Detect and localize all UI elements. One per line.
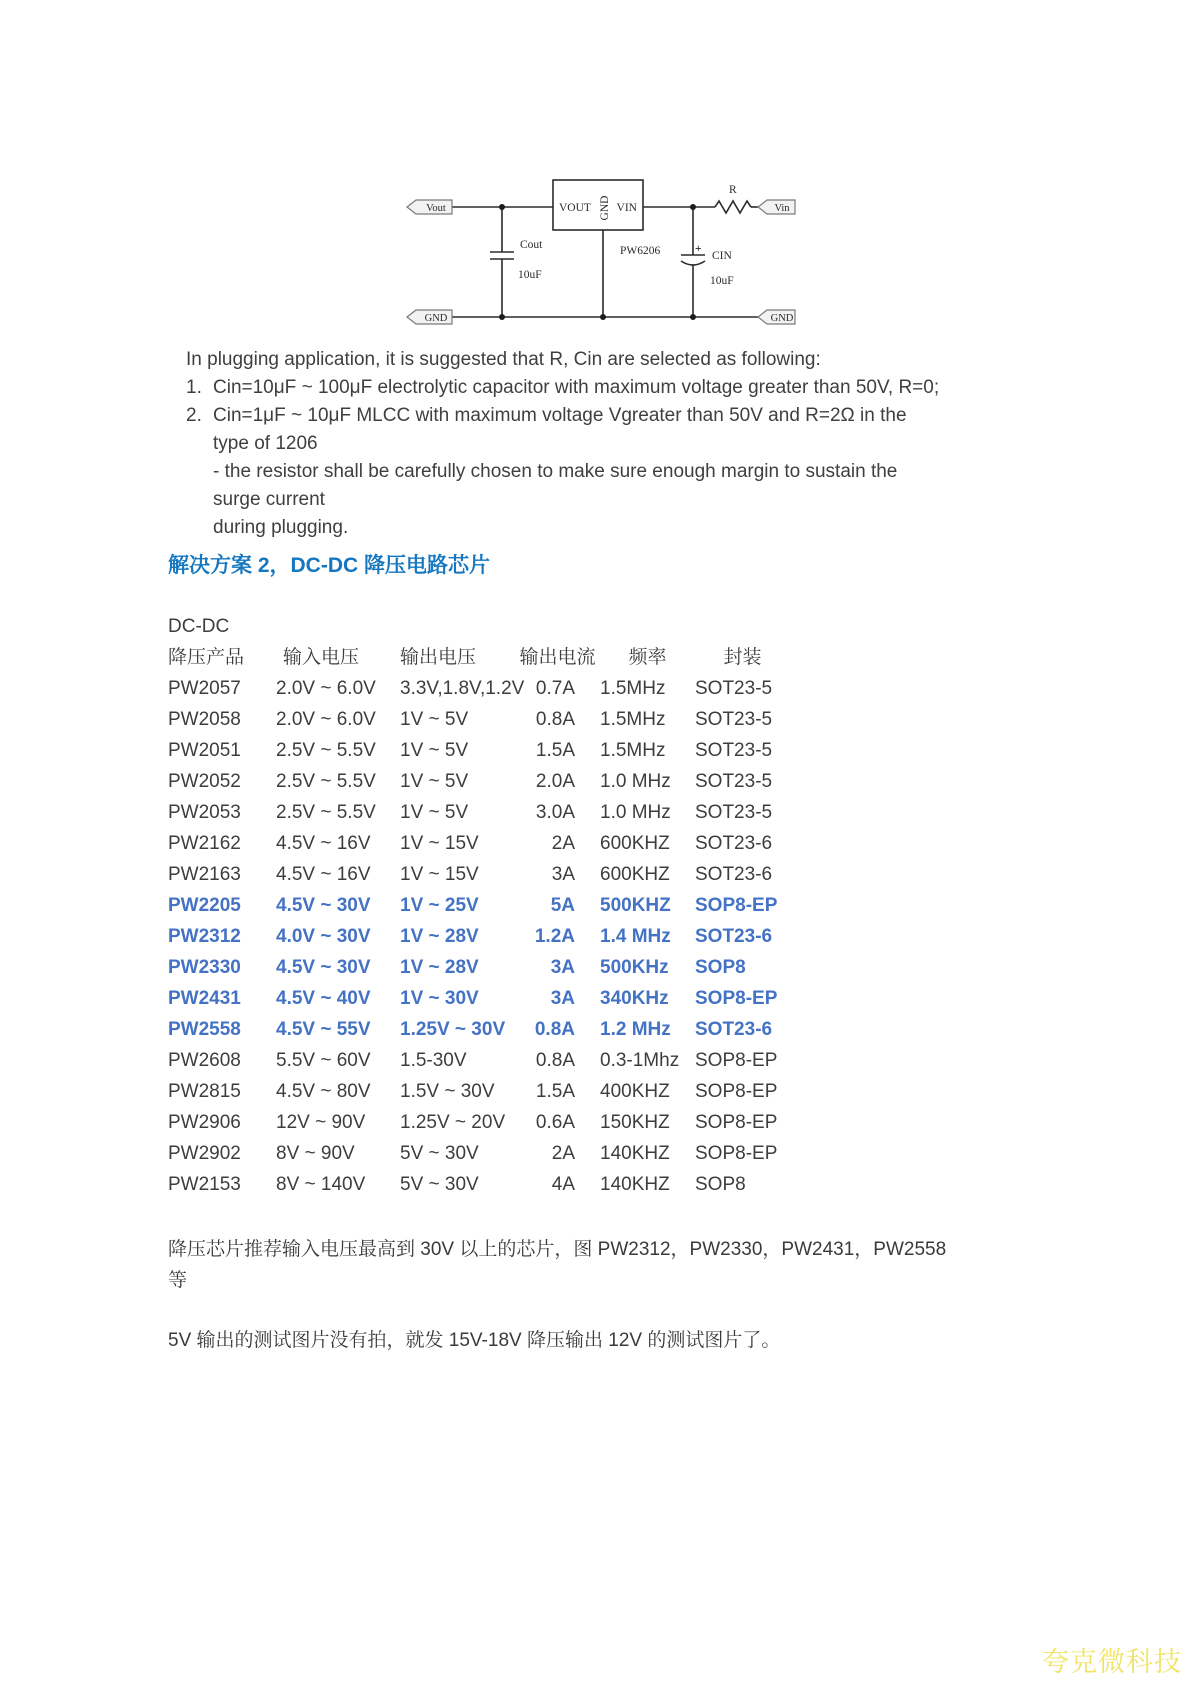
cell-frequency: 1.5MHz	[600, 740, 666, 761]
cell-output-voltage: 1V ~ 30V	[400, 988, 479, 1009]
cell-package: SOT23-6	[695, 833, 773, 854]
gnd-left-port-label: GND	[424, 313, 448, 324]
cell-input-voltage: 2.5V ~ 5.5V	[276, 802, 376, 823]
cell-input-voltage: 8V ~ 140V	[276, 1174, 366, 1195]
cout-value-label: 10uF	[518, 269, 542, 281]
cell-output-current: 2A	[551, 1143, 575, 1164]
cin-polarity-plus: +	[695, 243, 702, 255]
table-row	[168, 890, 868, 921]
table-row	[168, 1076, 868, 1107]
cell-output-voltage: 1V ~ 28V	[400, 926, 479, 947]
cell-frequency: 1.5MHz	[600, 709, 666, 730]
cell-output-voltage: 1V ~ 25V	[400, 895, 479, 916]
cell-frequency: 600KHZ	[600, 864, 670, 885]
table-row	[168, 704, 868, 735]
table-row	[168, 766, 868, 797]
table-row	[168, 1138, 868, 1169]
cell-input-voltage: 4.5V ~ 30V	[276, 895, 371, 916]
cin-name-label: CIN	[712, 250, 732, 262]
cell-frequency: 1.0 MHz	[600, 802, 671, 823]
resistor-label: R	[729, 184, 737, 196]
column-header-package: 封装	[723, 647, 762, 668]
recommendation-line-1: 降压芯片推荐输入电压最高到 30V 以上的芯片，图 PW2312，PW2330，PW2431，PW2558	[168, 1239, 947, 1260]
cell-frequency: 1.0 MHz	[600, 771, 671, 792]
table-row	[168, 1169, 868, 1200]
cell-product: PW2052	[168, 771, 241, 792]
cell-product: PW2902	[168, 1143, 241, 1164]
notes-intro: In plugging application, it is suggested that R, Cin are selected as following:	[186, 349, 821, 370]
recommendation-line-2: 等	[168, 1270, 188, 1291]
cell-package: SOP8-EP	[695, 1112, 778, 1133]
cell-input-voltage: 4.5V ~ 80V	[276, 1081, 371, 1102]
cell-input-voltage: 4.5V ~ 30V	[276, 957, 371, 978]
cell-output-current: 4A	[551, 1174, 575, 1195]
test-photo-paragraph: 5V 输出的测试图片没有拍，就发 15V-18V 降压输出 12V 的测试图片了。	[168, 1330, 781, 1351]
column-header-output-voltage: 输出电压	[400, 647, 477, 668]
cell-output-voltage: 1V ~ 5V	[400, 802, 469, 823]
cell-output-voltage: 5V ~ 30V	[400, 1174, 479, 1195]
cell-input-voltage: 5.5V ~ 60V	[276, 1050, 371, 1071]
cell-output-voltage: 1V ~ 5V	[400, 771, 469, 792]
cell-frequency: 140KHZ	[600, 1143, 670, 1164]
cell-frequency: 1.2 MHz	[600, 1019, 671, 1040]
cell-output-voltage: 1V ~ 5V	[400, 740, 469, 761]
cell-output-current: 2A	[551, 833, 575, 854]
table-row	[168, 1107, 868, 1138]
note-item-2-line-2: - the resistor shall be carefully chosen to make sure enough margin to sustain the surge current	[213, 461, 898, 510]
table-row	[168, 921, 868, 952]
cell-output-current: 1.2A	[534, 926, 575, 947]
cin-value-label: 10uF	[710, 275, 734, 287]
vin-port-label: Vin	[774, 203, 790, 214]
cell-input-voltage: 4.5V ~ 16V	[276, 864, 371, 885]
cell-output-voltage: 1V ~ 15V	[400, 864, 479, 885]
cell-package: SOT23-5	[695, 771, 773, 792]
cell-output-voltage: 1V ~ 5V	[400, 709, 469, 730]
table-row	[168, 1045, 868, 1076]
cell-product: PW2162	[168, 833, 241, 854]
note-item-1-text: Cin=10μF ~ 100μF electrolytic capacitor with maximum voltage greater than 50V, R=0;	[213, 377, 940, 398]
cell-frequency: 340KHz	[600, 988, 669, 1009]
chip-pin-vout-label: VOUT	[559, 202, 591, 214]
cell-frequency: 1.5MHz	[600, 678, 666, 699]
chip-part-number: PW6206	[620, 245, 661, 257]
table-row	[168, 735, 868, 766]
cell-output-voltage: 1.5V ~ 30V	[400, 1081, 495, 1102]
table-header-row	[168, 642, 868, 673]
cell-product: PW2205	[168, 895, 241, 916]
cell-input-voltage: 2.5V ~ 5.5V	[276, 771, 376, 792]
cell-output-voltage: 1V ~ 28V	[400, 957, 479, 978]
plugging-notes	[186, 346, 946, 542]
cell-output-current: 5A	[550, 895, 575, 916]
cell-package: SOP8-EP	[695, 1143, 778, 1164]
note-item-2-line-3: during plugging.	[213, 517, 349, 538]
cell-product: PW2815	[168, 1081, 241, 1102]
cell-input-voltage: 2.0V ~ 6.0V	[276, 709, 376, 730]
cell-product: PW2608	[168, 1050, 241, 1071]
cell-package: SOT23-5	[695, 802, 773, 823]
note-item-2-line-1: Cin=1μF ~ 10μF MLCC with maximum voltage Vgreater than 50V and R=2Ω in the type of 1206	[213, 405, 907, 454]
cell-product: PW2906	[168, 1112, 241, 1133]
cell-product: PW2058	[168, 709, 241, 730]
table-row	[168, 952, 868, 983]
cell-product: PW2163	[168, 864, 241, 885]
cell-input-voltage: 4.5V ~ 16V	[276, 833, 371, 854]
vout-port-label: Vout	[426, 203, 446, 214]
cell-frequency: 500KHZ	[600, 895, 671, 916]
section-heading: 解决方案 2，DC-DC 降压电路芯片	[168, 554, 491, 577]
cell-package: SOP8-EP	[695, 1050, 778, 1071]
chip-pin-gnd-label: GND	[599, 195, 611, 221]
cell-input-voltage: 8V ~ 90V	[276, 1143, 355, 1164]
cell-package: SOP8	[695, 957, 746, 978]
cell-product: PW2051	[168, 740, 241, 761]
cell-output-current: 0.6A	[535, 1112, 575, 1133]
cell-product: PW2053	[168, 802, 241, 823]
note-item-1-number: 1.	[186, 377, 202, 398]
table-row	[168, 1014, 868, 1045]
column-header-frequency: 频率	[628, 647, 667, 668]
cell-output-voltage: 1V ~ 15V	[400, 833, 479, 854]
cell-output-current: 3A	[550, 957, 575, 978]
cell-frequency: 0.3-1Mhz	[600, 1050, 680, 1071]
cout-name-label: Cout	[520, 239, 543, 251]
cell-package: SOT23-5	[695, 740, 773, 761]
cell-frequency: 600KHZ	[600, 833, 670, 854]
cell-frequency: 140KHZ	[600, 1174, 670, 1195]
cell-output-current: 1.5A	[535, 1081, 575, 1102]
ldo-schematic	[370, 160, 800, 335]
recommendation-paragraph	[168, 1234, 1038, 1296]
cell-package: SOT23-5	[695, 678, 773, 699]
cell-input-voltage: 2.5V ~ 5.5V	[276, 740, 376, 761]
column-header-product: 降压产品	[168, 647, 245, 668]
cell-output-voltage: 1.5-30V	[400, 1050, 467, 1071]
cell-product: PW2558	[168, 1019, 241, 1040]
cell-output-current: 2.0A	[535, 771, 575, 792]
cell-frequency: 1.4 MHz	[600, 926, 671, 947]
column-header-output-current: 输出电流	[519, 647, 596, 668]
cell-output-voltage: 5V ~ 30V	[400, 1143, 479, 1164]
cell-package: SOT23-6	[695, 1019, 773, 1040]
cell-output-current: 0.8A	[535, 1050, 575, 1071]
cell-output-voltage: 3.3V,1.8V,1.2V	[400, 678, 525, 699]
cell-output-current: 3.0A	[535, 802, 575, 823]
note-item-1	[186, 374, 946, 402]
chip-pin-vin-label: VIN	[616, 202, 637, 214]
note-item-2	[186, 402, 946, 458]
cell-product: PW2431	[168, 988, 241, 1009]
cell-package: SOT23-6	[695, 926, 773, 947]
cell-output-voltage: 1.25V ~ 20V	[400, 1112, 506, 1133]
cell-package: SOP8-EP	[695, 1081, 778, 1102]
table-row	[168, 828, 868, 859]
cell-input-voltage: 4.0V ~ 30V	[276, 926, 371, 947]
cell-output-current: 3A	[551, 864, 575, 885]
cell-input-voltage: 12V ~ 90V	[276, 1112, 366, 1133]
cell-package: SOP8-EP	[695, 895, 778, 916]
cell-package: SOP8	[695, 1174, 746, 1195]
cell-input-voltage: 4.5V ~ 40V	[276, 988, 371, 1009]
cell-input-voltage: 4.5V ~ 55V	[276, 1019, 371, 1040]
table-row	[168, 673, 868, 704]
cell-output-current: 0.8A	[535, 709, 575, 730]
cell-package: SOT23-5	[695, 709, 773, 730]
cell-output-voltage: 1.25V ~ 30V	[400, 1019, 506, 1040]
cell-frequency: 500KHz	[600, 957, 669, 978]
table-pre-header: DC-DC	[168, 616, 230, 637]
dcdc-product-table	[168, 611, 868, 1200]
cell-output-current: 0.8A	[534, 1019, 575, 1040]
resistor-symbol	[715, 201, 751, 213]
table-row	[168, 859, 868, 890]
cell-package: SOP8-EP	[695, 988, 778, 1009]
brand-watermark: 夸克微科技	[1042, 1647, 1182, 1677]
cell-product: PW2153	[168, 1174, 241, 1195]
cell-output-current: 3A	[550, 988, 575, 1009]
cell-package: SOT23-6	[695, 864, 773, 885]
schematic-canvas	[370, 160, 800, 335]
gnd-right-port-label: GND	[770, 313, 794, 324]
cell-product: PW2312	[168, 926, 241, 947]
cell-output-current: 0.7A	[535, 678, 575, 699]
cell-frequency: 150KHZ	[600, 1112, 670, 1133]
table-row	[168, 983, 868, 1014]
cell-product: PW2057	[168, 678, 241, 699]
note-item-2-number: 2.	[186, 405, 202, 426]
cell-product: PW2330	[168, 957, 241, 978]
cell-input-voltage: 2.0V ~ 6.0V	[276, 678, 376, 699]
cell-frequency: 400KHZ	[600, 1081, 670, 1102]
column-header-input-voltage: 输入电压	[283, 647, 360, 668]
cell-output-current: 1.5A	[535, 740, 575, 761]
table-row	[168, 797, 868, 828]
